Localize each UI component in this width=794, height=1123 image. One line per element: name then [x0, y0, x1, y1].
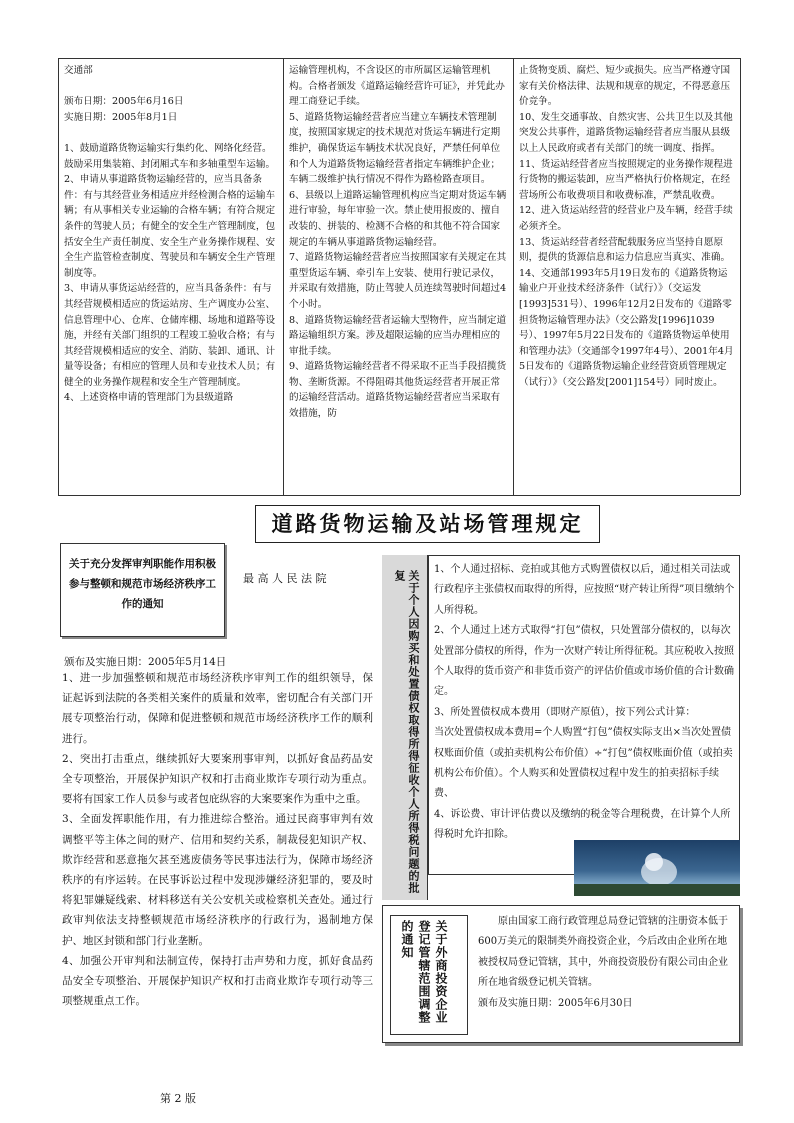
landscape-photo [574, 840, 740, 896]
regulation-paragraph [64, 125, 278, 141]
court-paragraph: 1、进一步加强整顿和规范市场经济秩序审判工作的组织领导，保证起诉到法院的各类相关案件的质量和效率，密切配合有关部门开展专项整治行动，保障和促进整顿和规范市场经济秩序工作的顺利进行。 [62, 672, 373, 745]
top-frame-bottom [58, 495, 740, 496]
registration-side-title: 关于外商投资企业登记管辖范围调整的通知 [400, 920, 448, 1024]
regulation-paragraph: 运输管理机构，不含设区的市所属区运输管理机构。合格者颁发《道路运输经营许可证》，并凭此办理工商登记手续。 [289, 65, 505, 108]
regulation-paragraph: 1、鼓励道路货物运输实行集约化、网络化经营。鼓励采用集装箱、封闭厢式车和多轴重型车运输。 [64, 142, 276, 170]
tax-paragraph: 4、诉讼费、审计评估费以及缴纳的税金等合理税费，在计算个人所得税时允许扣除。 [434, 808, 731, 841]
regulation-column-3 [514, 59, 740, 495]
regulation-paragraph: 3、申请从事货运站经营的，应当具备条件：有与其经营规模相适应的货运站房、生产调度办公室、信息管理中心、仓库、仓储库棚、场地和道路等设施，并经有关部门组织的工程竣工验收合格；有与其经营规模相适应的安全、消防、装卸、通讯、计量等设备；有相应的管理人员和专业技术人员；有健全的业务操作规程和安全生产管理制度。 [64, 283, 276, 388]
regulation-paragraph: 止货物变质、腐烂、短少或损失。应当严格遵守国家有关价格法律、法规和规章的规定，不得恶意压价竞争。 [519, 65, 731, 108]
tax-side-title: 关于个人因购买和处置债权取得所得征收个人所得税问题的批复 [393, 570, 420, 894]
regulation-paragraph: 5、道路货物运输经营者应当建立车辆技术管理制度，按照国家规定的技术规范对货运车辆进行定期维护，确保货运车辆技术状况良好，严禁任何单位和个人为道路货物运输经营者指定车辆维护企业；车辆二级维护执行情况不得作为路检路查项目。 [289, 111, 501, 186]
regulation-paragraph: 颁布日期：2005年6月16日 [64, 96, 184, 108]
regulation-column-1 [59, 59, 283, 495]
banner-title: 道路货物运输及站场管理规定 [255, 505, 600, 543]
regulation-paragraph: 14、交通部1993年5月19日发布的《道路货物运输业户开业技术经济条件（试行）》（交运发[1993]531号）、1996年12月2日发布的《道路零担货物运输管理办法》（交公路发[1996]1039号）、1997年5月22日发布的《道路货物运单使用和管理办法》（交通部令1997年4号）、2001年4月5日发布的《道路货物运输企业经营资质管理规定（试行）》（交公路发[2001]154号）同时废止。 [519, 267, 734, 388]
regulation-paragraph [64, 79, 278, 95]
regulation-paragraph: 8、道路货物运输经营者运输大型物件，应当制定道路运输组织方案。涉及超限运输的应当办理相应的审批手续。 [289, 314, 507, 357]
regulation-paragraph: 2、申请从事道路货物运输经营的，应当具备条件：有与其经营业务相适应并经检测合格的运输车辆；有从事相关专业运输的合格车辆；有符合规定条件的驾驶人员；有健全的安全生产管理制度，包括安全生产责任制度、安全生产业务操作规程、安全生产监管检查制度、驾驶员和车辆安全生产管理制度等。 [64, 174, 276, 279]
photo-illustration [574, 840, 740, 896]
tax-paragraph: 3、所处置债权成本费用（即财产原值），按下列公式计算： [434, 706, 696, 718]
regulation-paragraph: 交通部 [64, 65, 93, 76]
regulation-paragraph: 4、上述资格申请的管理部门为县级道路 [64, 392, 234, 404]
registration-paragraph: 颁布及实施日期：2005年6月30日 [478, 997, 633, 1009]
regulation-paragraph: 12、进入货运站经营的经营业户及车辆，经营手续必须齐全。 [519, 205, 733, 232]
court-date: 颁布及实施日期：2005年5月14日 [64, 656, 227, 668]
regulation-paragraph: 13、货运站经营者经营配载服务应当坚持自愿原则，提供的货源信息和运力信息应当真实、准确。 [519, 236, 731, 264]
court-paragraph: 3、全面发挥职能作用，有力推进综合整治。通过民商事审判有效调整平等主体之间的财产、信用和契约关系，制裁侵犯知识产权、欺诈经营和恶意拖欠甚至逃废债务等民事违法行为，保障市场经济秩序的有序运转。在民事诉讼过程中发现涉嫌经济犯罪的，要及时将犯罪嫌疑线索、材料移送有关公安机关或检察机关查处。通过行政审判依法支持整顿规范市场经济秩序的行政行为，遏制地方保护、地区封锁和部门行业垄断。 [62, 813, 373, 947]
court-notice-title: 关于充分发挥审判职能作用积极参与整顿和规范市场经济秩序工作的通知 [69, 558, 216, 610]
registration-paragraph: 原由国家工商行政管理总局登记管辖的注册资本低于600万美元的限制类外商投资企业，今后改由企业所在地被授权局登记管辖，其中，外商投资股份有限公司由企业所在地省级登记机关管辖。 [478, 916, 728, 989]
court-paragraph: 2、突出打击重点，继续抓好大要案刑事审判，以抓好食品药品安全专项整治，开展保护知识产权和打击商业欺诈专项行动为重点。要将有国家工作人员参与或者包庇纵容的大案要案作为重中之重。 [62, 752, 373, 806]
regulation-paragraph: 实施日期：2005年8月1日 [64, 111, 178, 123]
tax-paragraph: 2、个人通过上述方式取得“打包”债权，只处置部分债权的，以每次处置部分债权的所得，作为一次财产转让所得征税。其应税收入按照个人取得的货币资产和非货币资产的评估价值或市场价值的合计数确定。 [434, 625, 734, 698]
regulation-paragraph: 11、货运站经营者应当按照规定的业务操作规程进行货物的搬运装卸，应当严格执行价格规定，在经营场所公布收费项目和收费标准，严禁乱收费。 [519, 158, 733, 201]
tax-paragraph: 1、个人通过招标、竞拍或其他方式购置债权以后，通过相关司法或行政程序主张债权而取得的所得，应按照“财产转让所得”项目缴纳个人所得税。 [434, 564, 735, 616]
tax-paragraph: 当次处置债权成本费用=个人购置“打包”债权实际支出×当次处置债权账面价值（或拍卖机构公布价值）÷“打包”债权账面价值（或拍卖机构公布价值）。个人购买和处置债权过程中发生的拍卖招标手续费、 [434, 727, 733, 800]
regulation-column-2 [284, 59, 513, 495]
regulation-paragraph: 6、县级以上道路运输管理机构应当定期对货运车辆进行审验，每年审验一次。禁止使用报废的、擅自改装的、拼装的、检测不合格的和其他不符合国家规定的车辆从事道路货物运输经营。 [289, 189, 507, 248]
regulation-paragraph: 10、发生交通事故、自然灾害、公共卫生以及其他突发公共事件，道路货物运输经营者应当服从县级以上人民政府或者有关部门的统一调度、指挥。 [519, 111, 733, 154]
court-paragraph: 4、加强公开审判和法制宣传，保持打击声势和力度，抓好食品药品安全专项整治、开展保护知识产权和打击商业欺诈专项行动等三项整规重点工作。 [62, 954, 373, 1008]
court-issuer: 最 高 人 民 法 院 [243, 572, 327, 585]
court-notice-title-box [60, 543, 225, 637]
regulation-paragraph: 9、道路货物运输经营者不得采取不正当手段招揽货物、垄断货源。不得阻碍其他货运经营者开展正常的运输经营活动。道路货物运输经营者应当采取有效措施，防 [289, 361, 507, 420]
top-frame-right [740, 58, 741, 495]
tax-body [434, 560, 736, 841]
court-body [62, 668, 373, 1058]
page-number: 第 2 版 [160, 1092, 196, 1105]
regulation-paragraph: 7、道路货物运输经营者应当按照国家有关规定在其重型货运车辆、牵引车上安装、使用行驶记录仪，并采取有效措施，防止驾驶人员连续驾驶时间超过4个小时。 [289, 252, 507, 310]
registration-body [478, 912, 736, 1037]
